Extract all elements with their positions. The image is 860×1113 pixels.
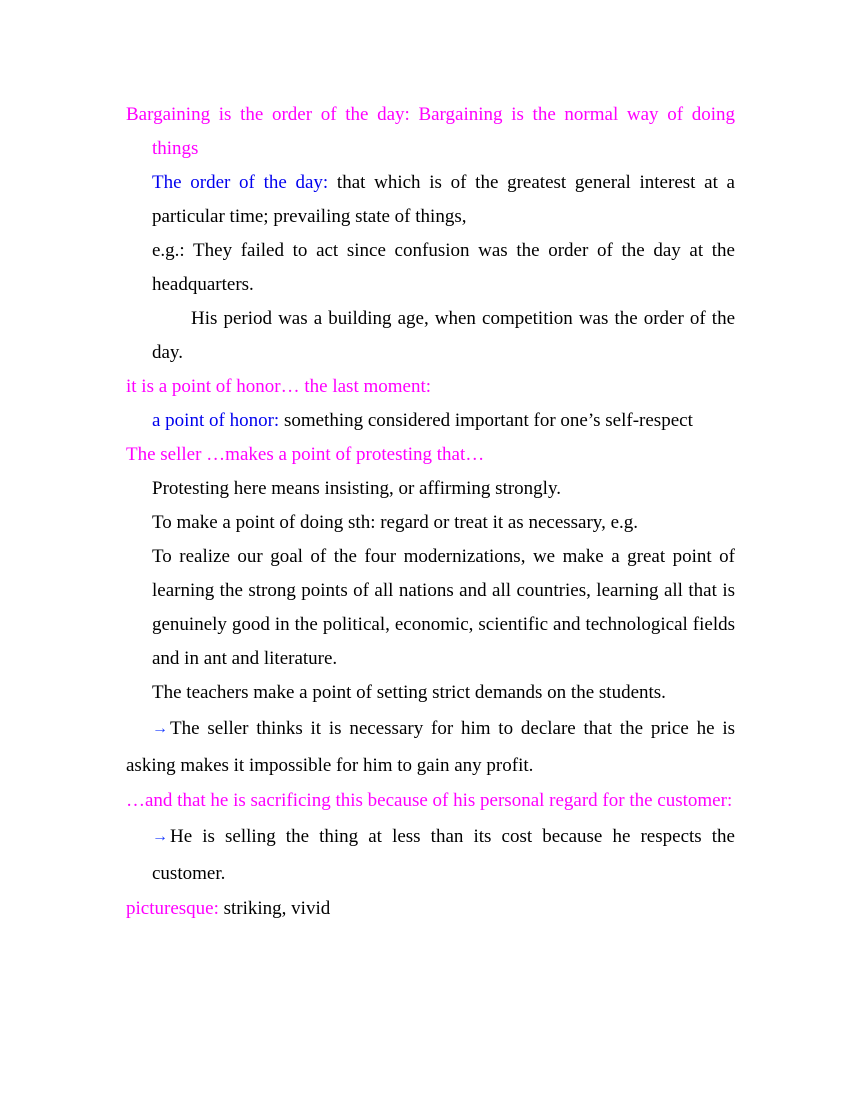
definition-text: something considered important for one’s self-respect bbox=[279, 410, 693, 431]
definition-text: striking, vivid bbox=[218, 898, 331, 919]
definition-order-of-the-day bbox=[126, 166, 735, 234]
example-headquarters: e.g.: They failed to act since confusion was the order of the day at the headquarters. bbox=[152, 240, 735, 295]
entry-term-makes-a-point: The seller …makes a point of protesting that… bbox=[126, 444, 485, 465]
definition-point-of-honor bbox=[126, 404, 735, 438]
paraphrase-seller bbox=[126, 710, 735, 784]
notes-content bbox=[126, 98, 735, 926]
entry-picturesque bbox=[126, 892, 735, 926]
paraphrase-text: He is selling the thing at less than its cost because he respects the customer. bbox=[152, 826, 735, 884]
entry-term-point-of-honor: it is a point of honor… the last moment: bbox=[126, 376, 432, 397]
entry-term-picturesque: picturesque: bbox=[126, 898, 219, 919]
example-building-age: His period was a building age, when competition was the order of the day. bbox=[152, 308, 735, 363]
definition-text: that which is of the greatest general interest at a particular time; prevailing state of things, bbox=[152, 172, 735, 227]
right-arrow-icon: → bbox=[152, 720, 168, 737]
explanation-protesting: Protesting here means insisting, or affirming strongly. bbox=[152, 478, 561, 499]
paraphrase-text: The seller thinks it is necessary for him to declare that the price he is asking makes it impossible for him to gain any profit. bbox=[126, 718, 735, 776]
entry-term-order-of-the-day: Bargaining is the order of the day: Bargaining is the normal way of doing things bbox=[126, 104, 735, 159]
explanation-make-a-point: To make a point of doing sth: regard or treat it as necessary, e.g. bbox=[152, 512, 639, 533]
example-teachers: The teachers make a point of setting strict demands on the students. bbox=[152, 682, 666, 703]
entry-term-sacrificing: …and that he is sacrificing this because of his personal regard for the customer: bbox=[126, 790, 733, 811]
subterm-order-of-the-day: The order of the day: bbox=[152, 172, 329, 193]
subterm-point-of-honor: a point of honor: bbox=[152, 410, 280, 431]
example-modernizations: To realize our goal of the four modernizations, we make a great point of learning the strong points of all nations and all countries, learning all that is genuinely good in the political, economic, scientific and technological fields and in ant and literature. bbox=[152, 546, 735, 669]
paraphrase-customer bbox=[126, 818, 735, 892]
right-arrow-icon: → bbox=[152, 828, 168, 845]
